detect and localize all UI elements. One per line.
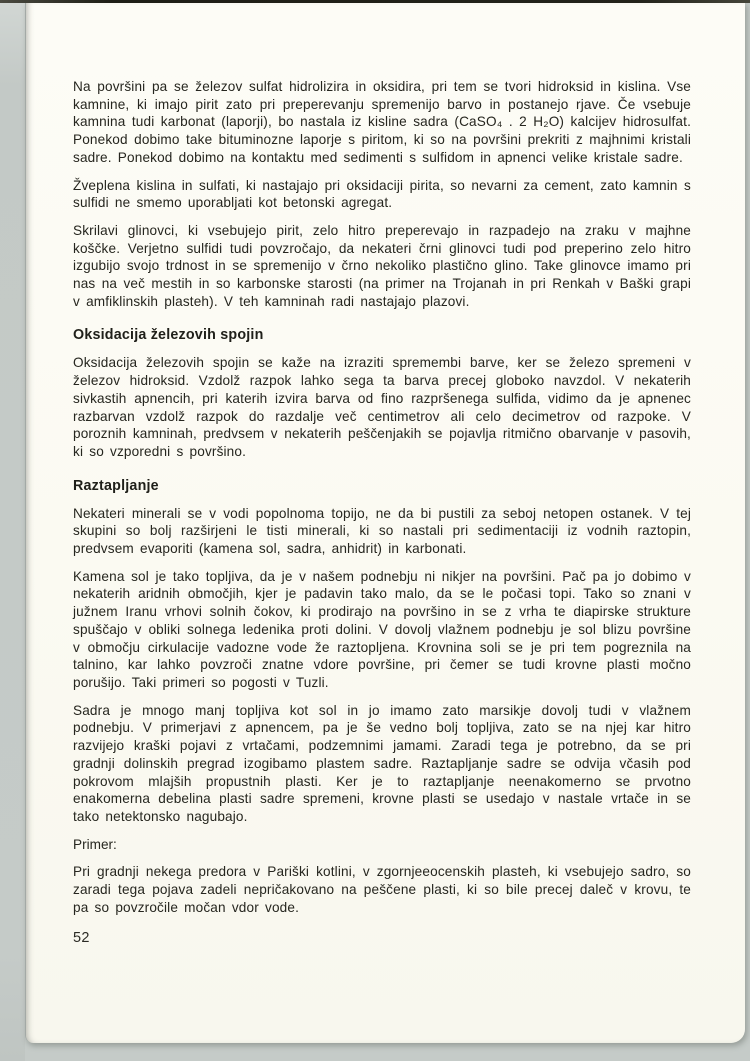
paragraph-paris-basin-example: Pri gradnji nekega predora v Pariški kotlini, v zgornjeeocenskih plasteh, ki vsebujejo sadro, so zaradi tega pojava zadeli nepričakovano na peščene plasti, ki so bile precej daleč v krovu, te pa so povzročile močan vdor vode.	[73, 864, 691, 915]
paragraph-oxidation-description: Oksidacija železovih spojin se kaže na izraziti spremembi barve, ker se železo spremeni v železov hidroksid. Vzdolž razpok lahko sega ta barva precej globoko navzdol. V nekaterih sivkastih apnencih, pri katerih izvira barva od fino razpršenega sulfida, vidimo da je apnenec razbarvan vzdolž razpok do razdalje več centimetrov ali celo decimetrov od razpoke. V poroznih kamninah, predvsem v nekaterih peščenjakih se pojavlja ritmično obarvanje v pasovih, ki so vzporedni s površino.	[73, 355, 691, 459]
example-label: Primer:	[73, 836, 117, 852]
page-number: 52	[73, 930, 90, 947]
scan-background-left-band	[0, 0, 25, 1061]
paragraph-rock-salt: Kamena sol je tako topljiva, da je v našem podnebju ni nikjer na površini. Pač pa jo dobimo v nekaterih aridnih območjih, kjer je padavin tako malo, da se le počasi topi. Tako so znani v južnem Iranu vrhovi solnih čokov, ki prodirajo na površino in se z vrha te diapirske strukture spuščajo v obliki solnega ledenika proti dolini. V dovolj vlažnem podnebju je sol blizu površine v območju cirkulacije vadozne vode že raztopljena. Krovnina soli se je pri tem pogreznila na talnino, kar lahko povzroči znatne vdore površine, pri čemer se tudi krovne plasti močno porušijo. Taki primeri so pogosti v Tuzli.	[73, 568, 691, 690]
scanned-book-page	[25, 2, 745, 1043]
section-heading-oxidation-of-iron-compounds: Oksidacija železovih spojin	[73, 327, 264, 344]
section-heading-dissolution: Raztapljanje	[73, 477, 159, 494]
paragraph-sulfuric-acid: Žveplena kislina in sulfati, ki nastajajo pri oksidaciji pirita, so nevarni za cement, zato kamnin s sulfidi ne smemo uporabljati kot betonski agregat.	[73, 177, 691, 211]
paragraph-iron-sulfate: Na površini pa se železov sulfat hidrolizira in oksidira, pri tem se tvori hidroksid in kislina. Vse kamnine, ki imajo pirit zato pri preperevanju spremenijo barvo in postanejo rjave. Če vsebuje kamnina tudi karbonat (laporji), bo nastala iz kisline sadra (CaSO₄ . 2 H₂O) kalcijev hidrosulfat. Ponekod dobimo take bituminozne laporje s piritom, ki so na površini prekriti z majhnimi kristali sadre. Ponekod dobimo na kontaktu med sedimenti s sulfidom in apnenci velike kristale sadre.	[73, 79, 691, 165]
paragraph-soluble-minerals: Nekateri minerali se v vodi popolnoma topijo, ne da bi pustili za seboj netopen ostanek. V tej skupini so bolj razširjeni le tisti minerali, ki so nastali pri sedimentaciji iz vodnih raztopin, predvsem evaporiti (kamena sol, sadra, anhidrit) in karbonati.	[73, 505, 691, 557]
paragraph-gypsum: Sadra je mnogo manj topljiva kot sol in jo imamo zato marsikje dovolj tudi v vlažnem podnebju. V primerjavi z apnencem, pa je še vedno bolj topljiva, zato se na njej kar hitro razvijejo kraški pojavi z vrtačami, podzemnimi jamami. Zaradi tega je potrebno, da se pri gradnji dolinskih pregrad izogibamo plastem sadre. Raztapljanje sadre se odvija včasih pod pokrovom mlajših propustnih plasti. Ker je to raztapljanje neenakomerno se prvotno enakomerna debelina plasti sadre spremeni, krovne plasti se usedajo v nastale vrtače in se tako netektonsko nagubajo.	[73, 702, 691, 824]
scan-top-edge-shadow	[0, 0, 750, 3]
paragraph-shaly-claystones: Skrilavi glinovci, ki vsebujejo pirit, zelo hitro preperevajo in razpadejo na zraku v majhne koščke. Verjetno sulfidi tudi povzročajo, da nekateri črni glinovci tudi pod preperino zelo hitro izgubijo svojo trdnost in se spremenijo v črno nekoliko plastično glino. Take glinovce imamo pri nas na več mestih in so karbonske starosti (na primer na Trojanah in pri Renkah v Baški grapi v amfiklinskih plasteh). V teh kamninah radi nastajajo plazovi.	[73, 222, 691, 309]
